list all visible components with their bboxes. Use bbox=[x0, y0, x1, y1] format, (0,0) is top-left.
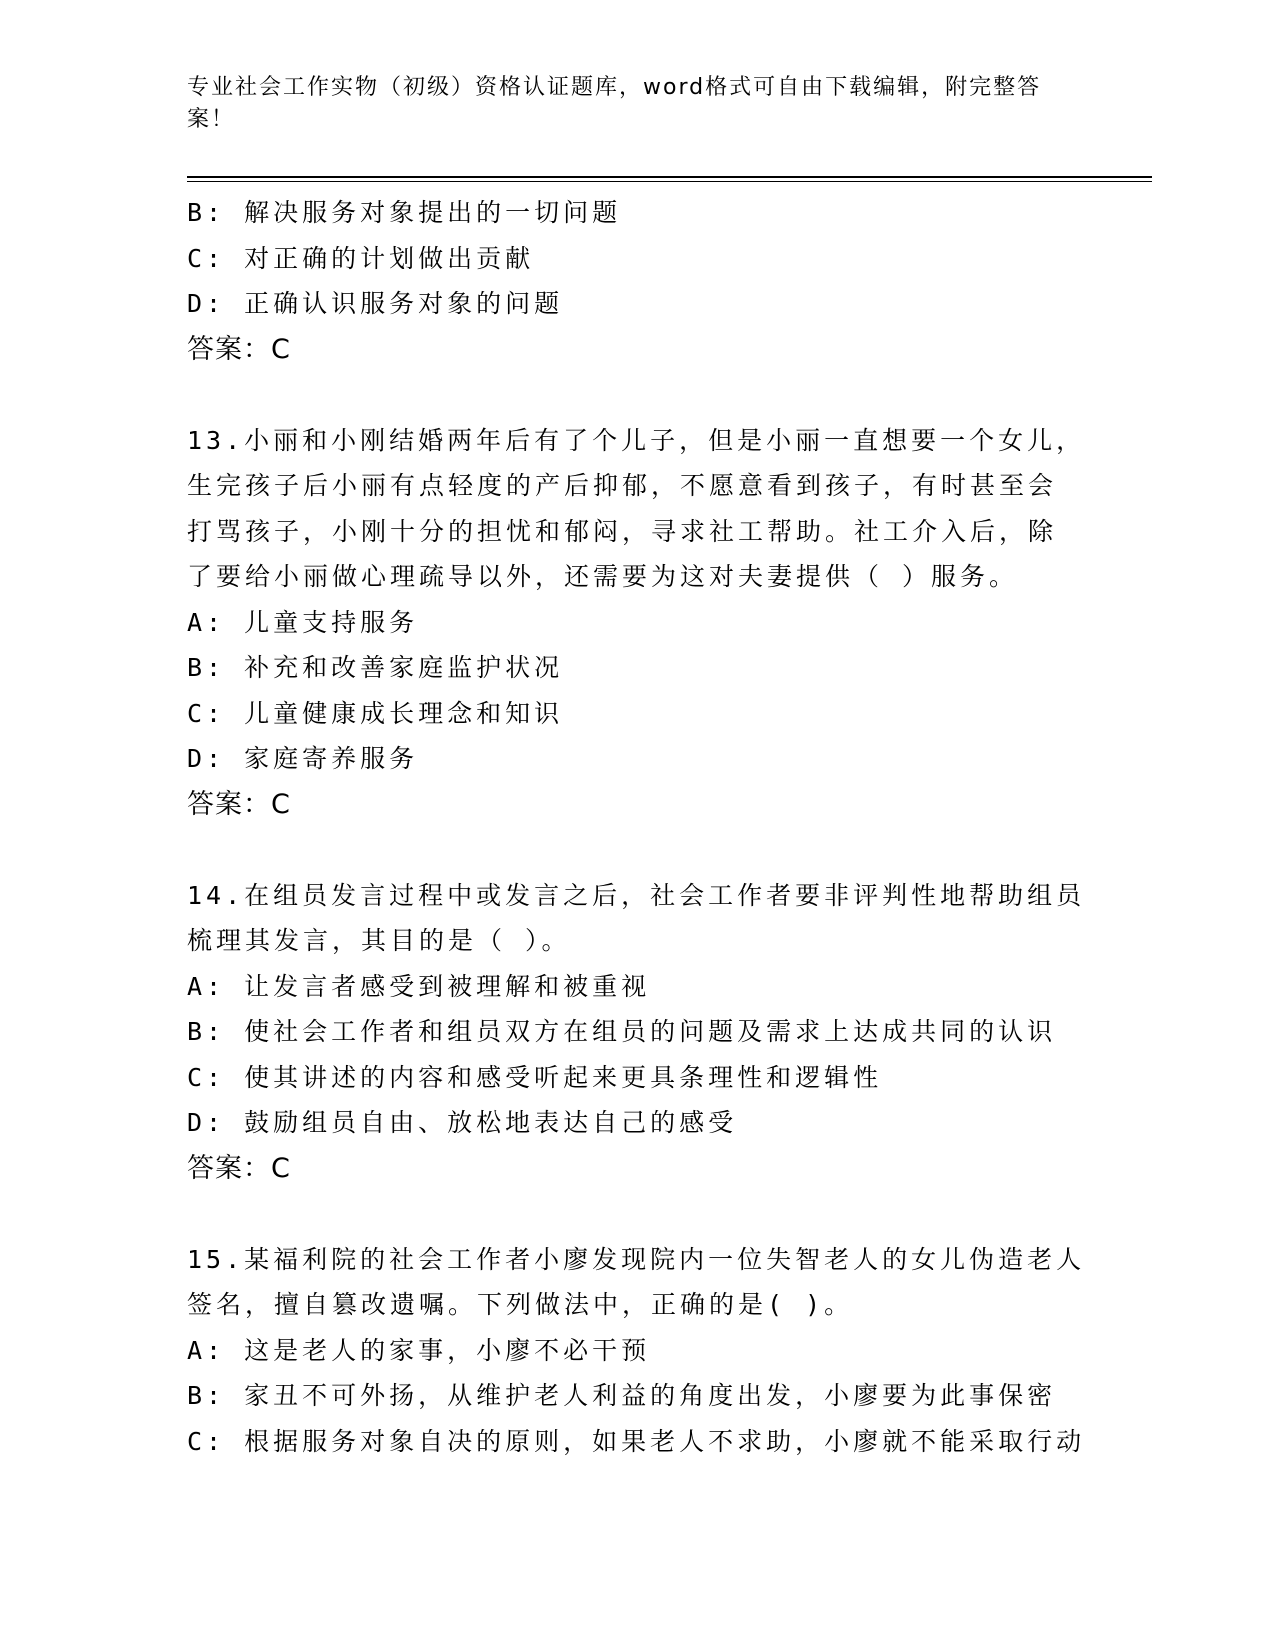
option-d: D: 正确认识服务对象的问题 bbox=[187, 289, 564, 318]
option-b: B: 家丑不可外扬，从维护老人利益的角度出发，小廖要为此事保密 bbox=[187, 1381, 1057, 1410]
option-b: B: 解决服务对象提出的一切问题 bbox=[187, 198, 622, 227]
answer: 答案：C bbox=[187, 788, 291, 820]
question-stem-line: 了要给小丽做心理疏导以外，还需要为这对夫妻提供（ ）服务。 bbox=[187, 562, 1019, 591]
answer: 答案：C bbox=[187, 1152, 291, 1184]
header-line-2: 案！ bbox=[187, 107, 236, 132]
question-stem-line: 生完孩子后小丽有点轻度的产后抑郁，不愿意看到孩子，有时甚至会 bbox=[187, 471, 1058, 500]
option-d: D: 鼓励组员自由、放松地表达自己的感受 bbox=[187, 1108, 738, 1137]
answer: 答案：C bbox=[187, 333, 291, 365]
question-15 bbox=[187, 1237, 1086, 1465]
header-rule-thick bbox=[187, 176, 1152, 178]
option-c: C: 对正确的计划做出贡献 bbox=[187, 243, 535, 273]
option-a: A: 儿童支持服务 bbox=[187, 607, 419, 637]
header-rule-thin bbox=[187, 181, 1152, 182]
option-a: A: 这是老人的家事，小廖不必干预 bbox=[187, 1335, 651, 1365]
question-12 bbox=[187, 190, 1077, 373]
question-list bbox=[187, 190, 1086, 1464]
question-stem-line: 14.在组员发言过程中或发言之后，社会工作者要非评判性地帮助组员 bbox=[187, 880, 1086, 910]
header-line-1: 专业社会工作实物（初级）资格认证题库，word格式可自由下载编辑，附完整答 bbox=[187, 75, 1042, 100]
question-stem-line: 13.小丽和小刚结婚两年后有了个儿子，但是小丽一直想要一个女儿， bbox=[187, 425, 1086, 455]
question-stem-line: 梳理其发言，其目的是（ ）。 bbox=[187, 926, 571, 955]
question-stem-line: 打骂孩子，小刚十分的担忧和郁闷，寻求社工帮助。社工介入后，除 bbox=[187, 516, 1058, 546]
option-d: D: 家庭寄养服务 bbox=[187, 744, 419, 773]
option-c: C: 根据服务对象自决的原则，如果老人不求助，小廖就不能采取行动 bbox=[187, 1426, 1086, 1456]
option-c: C: 使其讲述的内容和感受听起来更具条理性和逻辑性 bbox=[187, 1062, 883, 1092]
option-c: C: 儿童健康成长理念和知识 bbox=[187, 698, 564, 728]
question-13 bbox=[187, 418, 1086, 828]
question-14 bbox=[187, 873, 1086, 1192]
question-stem-line: 签名，擅自篡改遗嘱。下列做法中，正确的是( )。 bbox=[187, 1290, 854, 1319]
option-b: B: 补充和改善家庭监护状况 bbox=[187, 653, 564, 682]
question-stem-line: 15.某福利院的社会工作者小廖发现院内一位失智老人的女儿伪造老人 bbox=[187, 1244, 1086, 1274]
page-header bbox=[187, 72, 1067, 136]
option-b: B: 使社会工作者和组员双方在组员的问题及需求上达成共同的认识 bbox=[187, 1017, 1057, 1046]
option-a: A: 让发言者感受到被理解和被重视 bbox=[187, 971, 651, 1001]
